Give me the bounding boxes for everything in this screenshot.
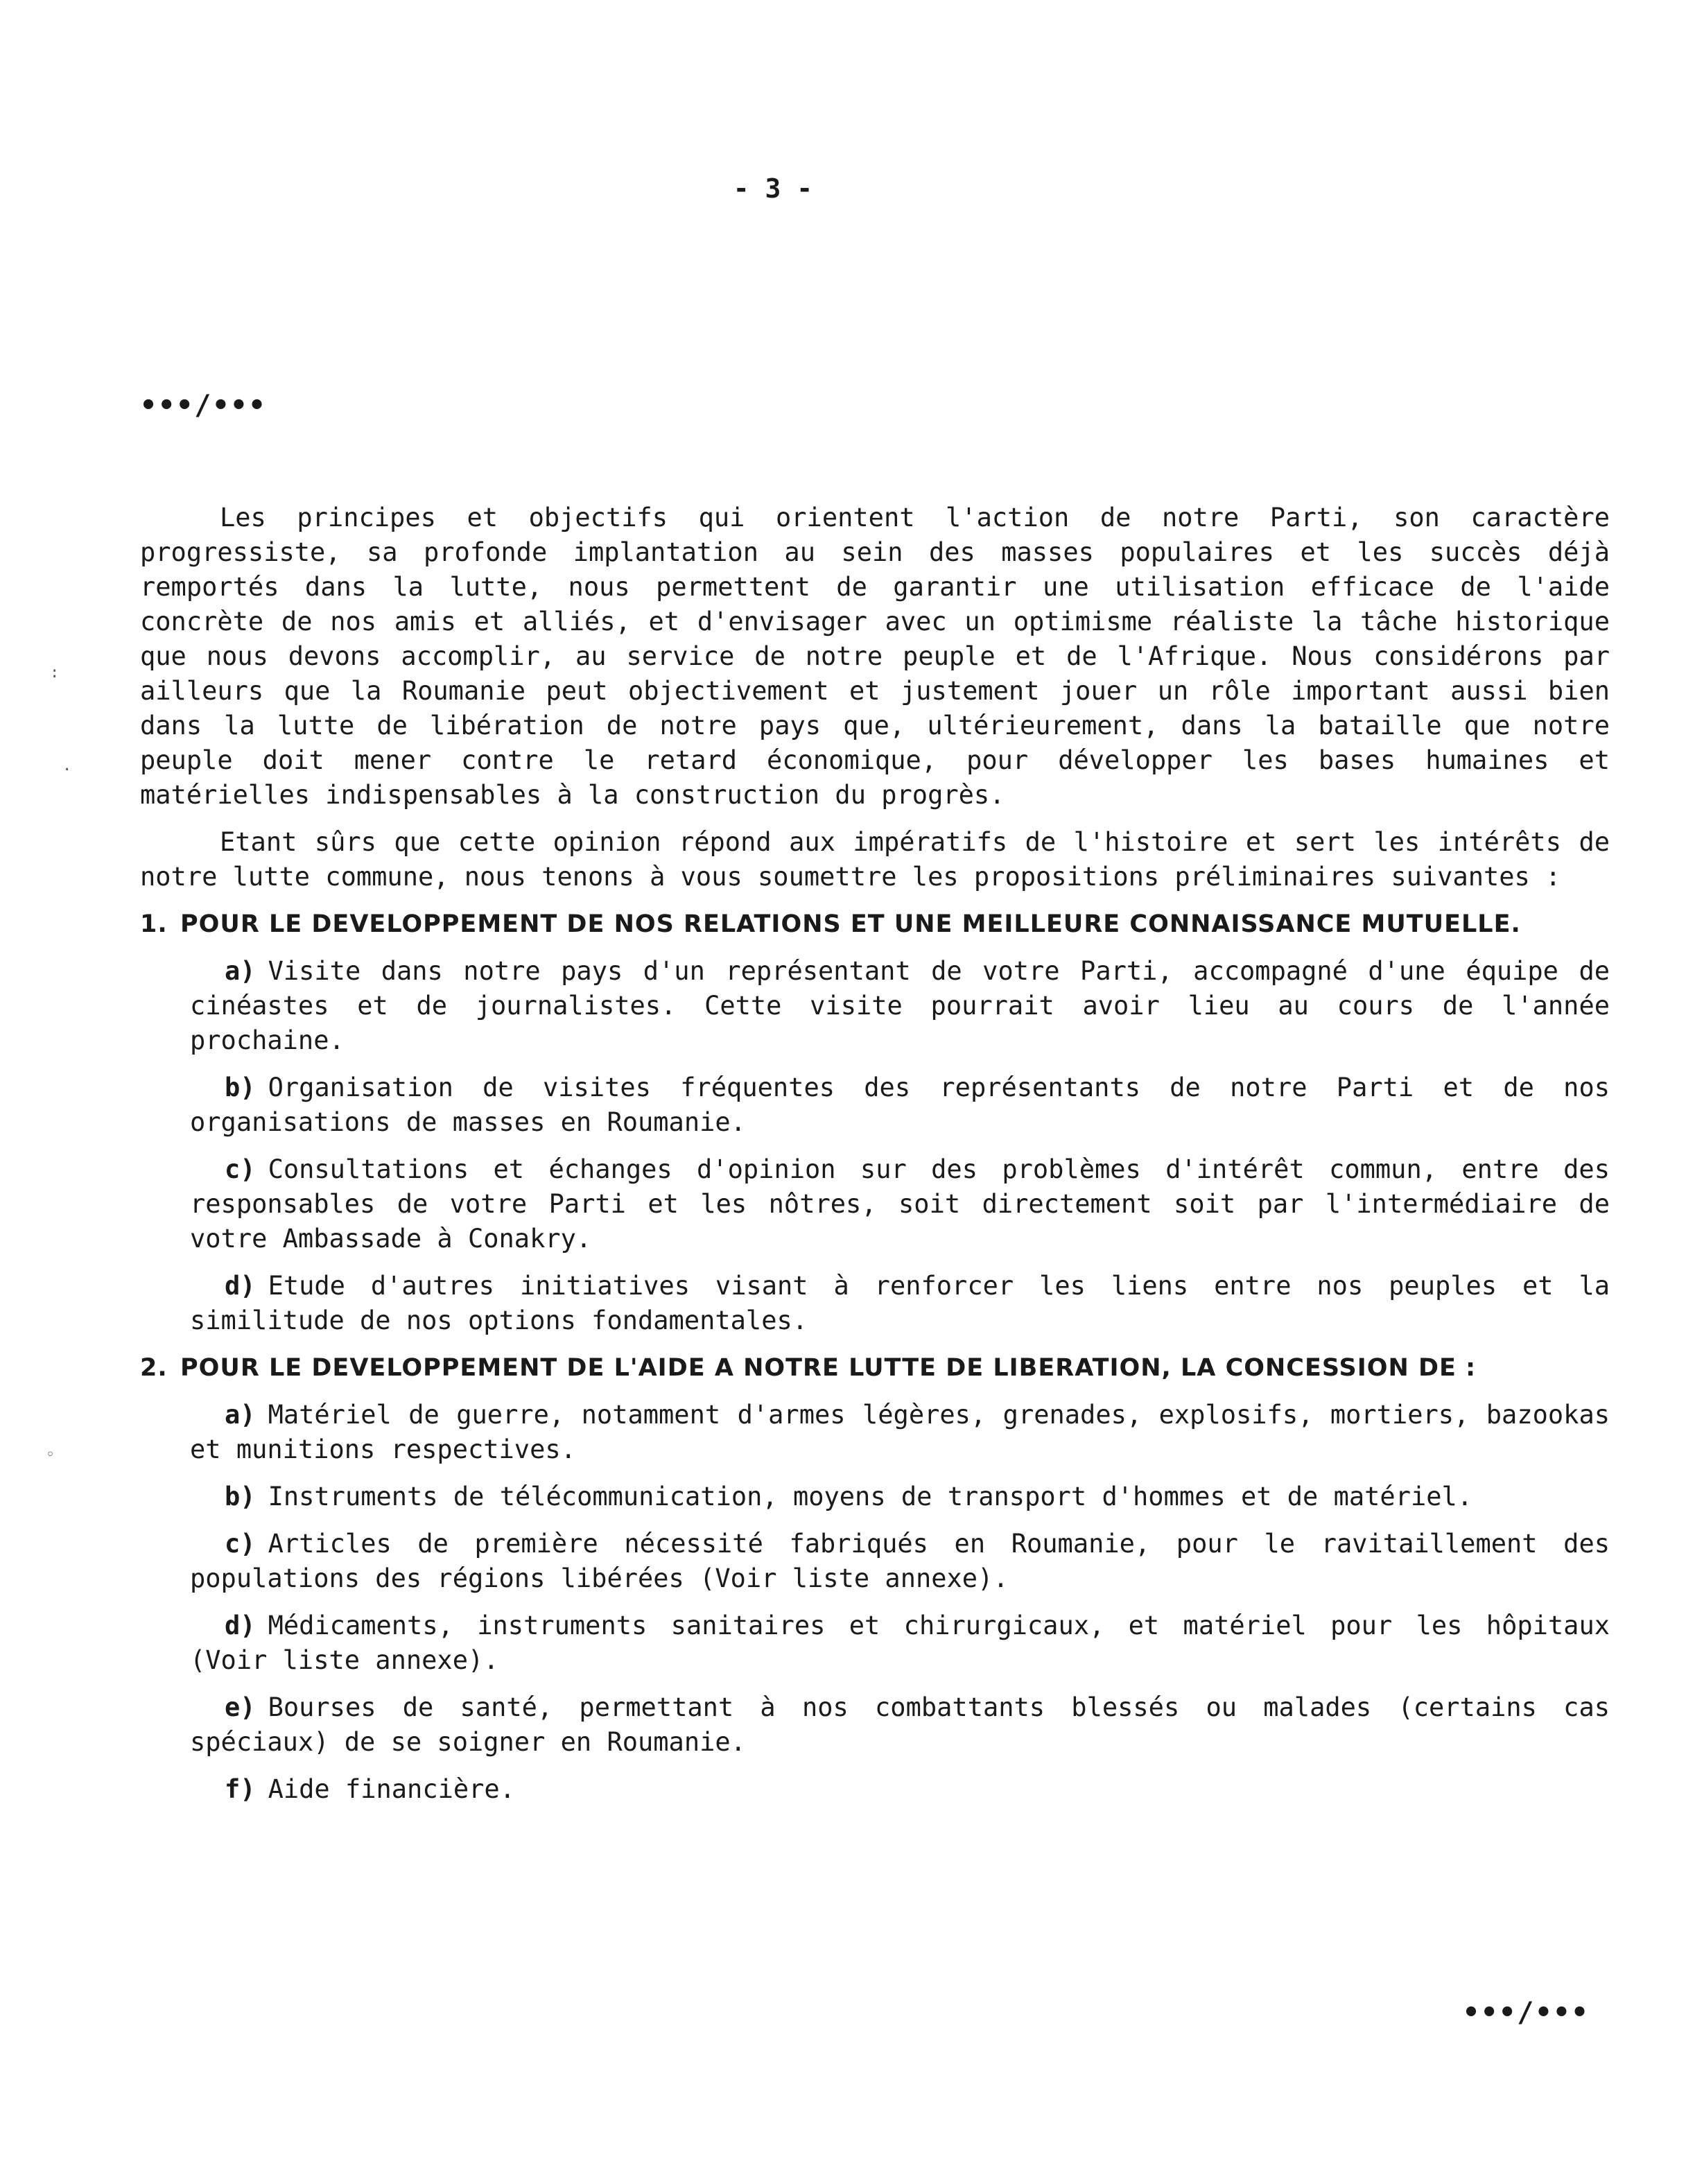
margin-mark: · [62, 761, 72, 779]
item-text: Consultations et échanges d'opinion sur des problèmes d'intérêt commun, entre des responsables de votre Parti et les nôtres, soit directement soit par l'intermédiaire de votre Ambassade à Conakry. [190, 1154, 1610, 1254]
item-marker: d) [225, 1611, 256, 1640]
intro-paragraph: Les principes et objectifs qui orientent l'action de notre Parti, son caractère progressiste, sa profonde implantation au sein des masses populaires et les succès déjà remportés dans la lutte, nous permettent de garantir une utilisation efficace de l'aide concrète de nos amis et alliés, et d'envisager avec un optimisme réaliste la tâche historique que nous devons accomplir, au service de notre peuple et de l'Afrique. Nous considérons par ailleurs que la Roumanie peut objectivement et justement jouer un rôle important aussi bien dans la lutte de libération de notre pays que, ultérieurement, dans la bataille que notre peuple doit mener contre le retard économique, pour développer les bases humaines et matérielles indispensables à la construction du progrès. [140, 503, 1610, 810]
item-text: Organisation de visites fréquentes des représentants de notre Parti et de nos organisations de masses en Roumanie. [190, 1073, 1610, 1137]
continuation-marker-top: •••/••• [140, 390, 267, 422]
item-marker: c) [225, 1529, 256, 1559]
item-text: Instruments de télécommunication, moyens de transport d'hommes et de matériel. [268, 1482, 1473, 1511]
section-title: POUR LE DEVELOPPEMENT DE NOS RELATIONS ET UNE MEILLEURE CONNAISSANCE MUTUELLE. [180, 910, 1521, 938]
margin-mark: ◦ [46, 1446, 55, 1464]
list-item [140, 1480, 1610, 1514]
section-item-list [140, 1398, 1610, 1807]
list-item [140, 1690, 1610, 1760]
item-text: Etude d'autres initiatives visant à renforcer les liens entre nos peuples et la similitude de nos options fondamentales. [190, 1271, 1610, 1335]
section-title: POUR LE DEVELOPPEMENT DE L'AIDE A NOTRE LUTTE DE LIBERATION, LA CONCESSION DE : [180, 1354, 1477, 1382]
list-item [140, 954, 1610, 1058]
item-marker: b) [225, 1073, 256, 1102]
list-item [140, 1527, 1610, 1596]
item-marker: b) [225, 1482, 256, 1511]
section-heading [140, 907, 1610, 942]
page-number: - 3 - [733, 173, 813, 204]
item-text: Articles de première nécessité fabriqués en Roumanie, pour le ravitaillement des populations des régions libérées (Voir liste annexe). [190, 1529, 1610, 1593]
margin-mark: ꞉ [50, 664, 60, 682]
item-text: Aide financière. [268, 1774, 515, 1804]
item-text: Bourses de santé, permettant à nos combattants blessés ou malades (certains cas spéciaux) de se soigner en Roumanie. [190, 1692, 1610, 1757]
item-marker: a) [225, 1400, 256, 1430]
section-number: 1. [140, 910, 168, 938]
section-number: 2. [140, 1354, 168, 1382]
list-item [140, 1772, 1610, 1807]
continuation-marker-bottom: •••/••• [1463, 1997, 1590, 2029]
item-text: Visite dans notre pays d'un représentant de votre Parti, accompagné d'une équipe de cinéastes et de journalistes. Cette visite pourrait avoir lieu au cours de l'année prochaine. [190, 956, 1610, 1055]
intro-paragraph: Etant sûrs que cette opinion répond aux impératifs de l'histoire et sert les intérêts de notre lutte commune, nous tenons à vous soumettre les propositions préliminaires suivantes : [140, 827, 1610, 892]
document-body [140, 501, 1610, 1819]
item-marker: f) [225, 1774, 256, 1804]
list-item [140, 1152, 1610, 1256]
item-marker: a) [225, 956, 256, 986]
item-text: Matériel de guerre, notamment d'armes légères, grenades, explosifs, mortiers, bazookas et munitions respectives. [190, 1400, 1610, 1464]
item-marker: c) [225, 1154, 256, 1184]
list-item [140, 1071, 1610, 1140]
list-item [140, 1269, 1610, 1338]
list-item [140, 1609, 1610, 1678]
item-text: Médicaments, instruments sanitaires et chirurgicaux, et matériel pour les hôpitaux (Voir liste annexe). [190, 1611, 1610, 1675]
item-marker: e) [225, 1692, 256, 1722]
section-heading [140, 1351, 1610, 1385]
list-item [140, 1398, 1610, 1467]
item-marker: d) [225, 1271, 256, 1301]
section-item-list [140, 954, 1610, 1338]
